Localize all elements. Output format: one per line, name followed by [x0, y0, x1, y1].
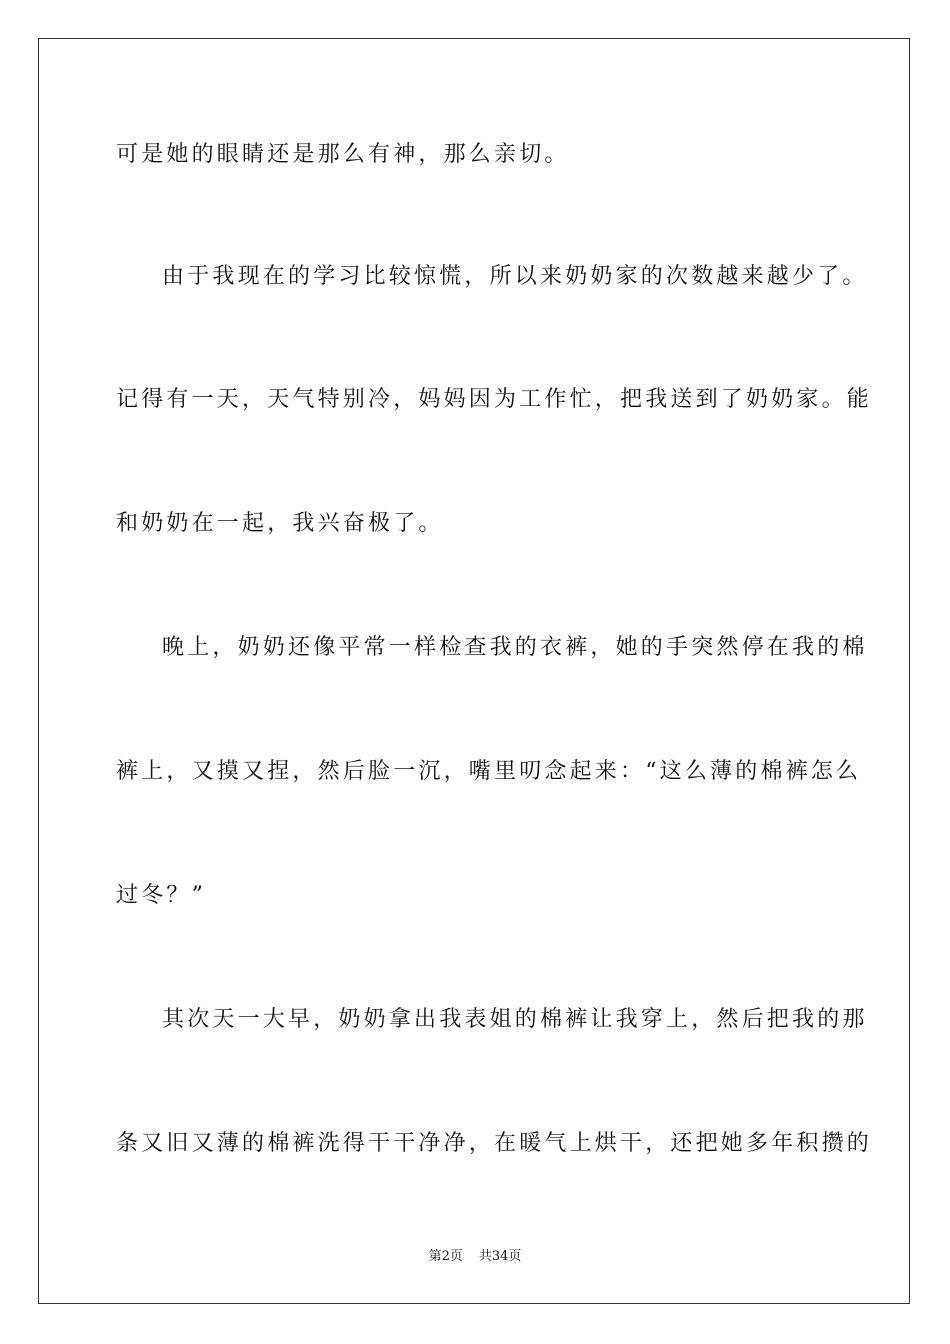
page-border — [38, 38, 910, 1304]
body-line-8: 其次天一大早，奶奶拿出我表姐的棉裤让我穿上，然后把我的那 — [162, 1007, 868, 1032]
body-line-7: 过冬？” — [116, 883, 207, 908]
body-line-4: 和奶奶在一起，我兴奋极了。 — [116, 511, 444, 536]
body-line-2: 由于我现在的学习比较惊慌，所以来奶奶家的次数越来越少了。 — [162, 264, 868, 289]
body-line-6: 裤上，又摸又捏，然后脸一沉，嘴里叨念起来：“这么薄的棉裤怎么 — [116, 759, 862, 784]
page-total: 共34页 — [478, 1249, 522, 1264]
page-footer — [0, 1248, 950, 1266]
body-line-5: 晚上，奶奶还像平常一样检查我的衣裤，她的手突然停在我的棉 — [162, 635, 868, 660]
page-number: 第2页 — [428, 1249, 463, 1264]
body-line-1: 可是她的眼睛还是那么有神，那么亲切。 — [116, 142, 570, 167]
body-line-9: 条又旧又薄的棉裤洗得干干净净，在暖气上烘干，还把她多年积攒的 — [116, 1131, 873, 1156]
body-line-3: 记得有一天，天气特别冷，妈妈因为工作忙，把我送到了奶奶家。能 — [116, 387, 873, 412]
